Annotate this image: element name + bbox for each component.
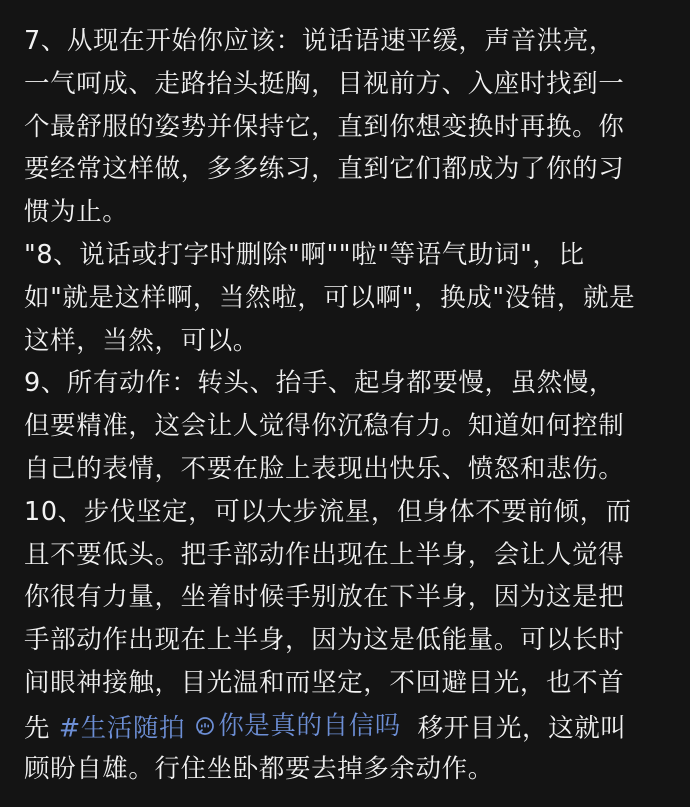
post-line: 7、从现在开始你应该：说话语速平缓，声音洪亮， [24, 26, 616, 56]
post-line: 10、步伐坚定，可以大步流星，但身体不要前倾，而 [24, 496, 632, 527]
post-line: 且不要低头。把手部动作出现在上半身，会让人觉得 [24, 539, 625, 570]
post-body-text [24, 20, 674, 790]
topic-label: 你是真的自信吗 [218, 710, 401, 741]
line-suffix: 移开目光，这就叫 [408, 713, 627, 744]
post-line: 要经常这样做，多多练习，直到它们都成为了你的习 [24, 154, 625, 185]
topic-link[interactable] [195, 705, 401, 748]
post-line: 顾盼自雄。行住坐卧都要去掉多余动作。 [24, 753, 494, 784]
post-line: 手部动作出现在上半身，因为这是低能量。可以长时 [24, 625, 625, 656]
line-prefix: 先 [24, 713, 59, 744]
post-line: 惯为止。 [24, 197, 129, 228]
hashtag-link[interactable]: #生活随拍 [58, 713, 186, 744]
topic-bubble-icon [195, 716, 215, 736]
post-line: 间眼神接触，目光温和而坚定，不回避目光，也不首 [24, 667, 625, 698]
post-line: 一气呵成、走路抬头挺胸，目视前方、入座时找到一 [24, 68, 625, 99]
bottom-edge-fade [0, 799, 690, 807]
post-line: 如"就是这样啊，当然啦，可以啊"，换成"没错，就是 [24, 282, 636, 313]
post-line-with-links [24, 705, 674, 748]
post-line: 你很有力量，坐着时候手别放在下半身，因为这是把 [24, 582, 625, 613]
post-line: "8、说话或打字时删除"啊""啦"等语气助词"，比 [24, 239, 585, 270]
post-line: 自己的表情，不要在脸上表现出快乐、愤怒和悲伤。 [24, 453, 625, 484]
post-line: 这样，当然，可以。 [24, 325, 259, 356]
post-line: 个最舒服的姿势并保持它，直到你想变换时再换。你 [24, 111, 625, 142]
post-line: 但要精准，这会让人觉得你沉稳有力。知道如何控制 [24, 411, 625, 442]
post-line: 9、所有动作：转头、抬手、起身都要慢，虽然慢， [24, 368, 616, 399]
